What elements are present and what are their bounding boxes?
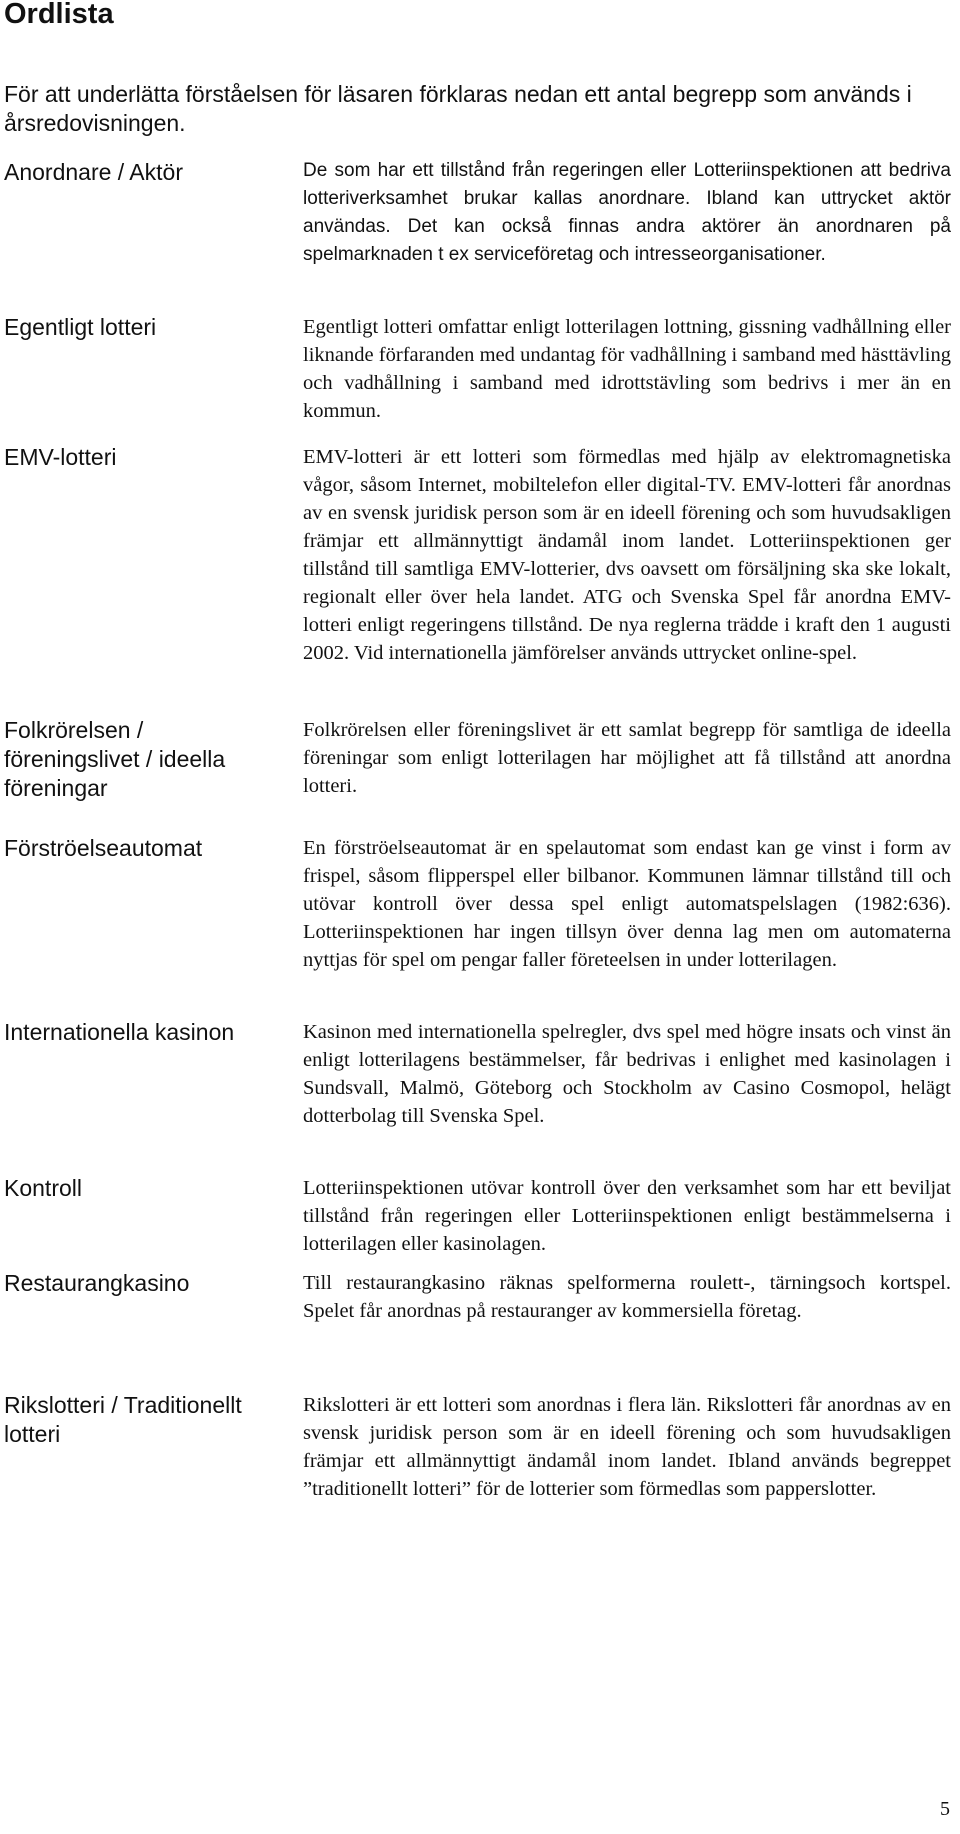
- page-title: Ordlista: [4, 0, 114, 30]
- intro-text: För att underlätta förståelsen för läsaren förklaras nedan ett antal begrepp som används i årsredovisningen.: [4, 81, 912, 136]
- page-number: 5: [940, 1798, 950, 1820]
- definition-kontroll: Lotteriinspektionen utövar kontroll över den verksamhet som har ett beviljat tillstånd från regeringen eller Lotteriinspektionen enligt bestämmelserna i lotterilagen eller kasinolagen.: [303, 1177, 951, 1255]
- definition-rikslotteri: Rikslotteri är ett lotteri som anordnas i flera län. Rikslotteri får anordnas av en svensk juridisk person som är en ideell förening och som huvudsakligen främjar ett allmännyttigt ändamål inom landet. Ibland används begreppet ”traditionellt lotteri” för de lotterier som förmedlas som papperslotter.: [303, 1394, 951, 1500]
- term-restaurangkasino: Restaurangkasino: [4, 1270, 190, 1296]
- term-internationella-kasinon: Internationella kasinon: [4, 1019, 235, 1045]
- definition-anordnare: De som har ett tillstånd från regeringen eller Lotteriinspektionen att bedriva lotteriverksamhet brukar kallas anordnare. Ibland kan uttrycket aktör användas. Det kan också finnas andra aktörer än anordnaren på spelmarknaden t ex serviceföretag och intresseorganisationer.: [303, 160, 951, 265]
- definition-forstroelseautomat: En förströelseautomat är en spelautomat som endast kan ge vinst i form av frispel, såsom flipperspel eller bilbanor. Kommunen lämnar tillstånd till och utövar kontroll över dessa spel enligt automatspelslagen (1982:636). Lotteriinspektionen har ingen tillsyn över denna lag men om automaterna nyttjas för spel om pengar faller företeelsen in under lotterilagen.: [303, 837, 951, 971]
- term-egentligt-lotteri: Egentligt lotteri: [4, 314, 157, 340]
- term-folkrorelsen: Folkrörelsen / föreningslivet / ideella föreningar: [4, 717, 226, 801]
- definition-internationella-kasinon: Kasinon med internationella spelregler, dvs spel med högre insats och vinst än enligt lotterilagens bestämmelser, får bedrivas i enlighet med kasinolagen i Sundsvall, Malmö, Göteborg och Stockholm av Casino Cosmopol, helägt dotterbolag till Svenska Spel.: [303, 1021, 951, 1127]
- term-forstroelseautomat: Förströelseautomat: [4, 835, 203, 861]
- definition-egentligt-lotteri: Egentligt lotteri omfattar enligt lotterilagen lottning, gissning vadhållning eller liknande förfaranden med undantag för vadhållning i samband med hästtävling och vadhållning i samband med idrottstävling som bedrivs i mer än en kommun.: [303, 316, 951, 422]
- term-emv-lotteri: EMV-lotteri: [4, 444, 117, 470]
- term-kontroll: Kontroll: [4, 1175, 82, 1201]
- term-rikslotteri: Rikslotteri / Traditionellt lotteri: [4, 1392, 242, 1447]
- term-anordnare: Anordnare / Aktör: [4, 159, 183, 185]
- definition-emv-lotteri: EMV-lotteri är ett lotteri som förmedlas med hjälp av elektromagnetiska vågor, såsom Internet, mobiltelefon eller digital-TV. EMV-lotteri får anordnas av en svensk juridisk person som är en ideell förening och som huvudsakligen främjar ett allmännyttigt ändamål inom landet. Lotteriinspektionen ger tillstånd till samtliga EMV-lotterier, dvs oavsett om försäljning ska ske lokalt, regionalt eller över hela landet. ATG och Svenska Spel får anordna EMV-lotteri enligt regeringens tillstånd. De nya reglerna trädde i kraft den 1 augusti 2002. Vid internationella jämförelser används uttrycket online-spel.: [303, 446, 951, 664]
- definition-restaurangkasino: Till restaurangkasino räknas spelformerna roulett-, tärningsoch kortspel. Spelet får anordnas på restauranger av kommersiella företag.: [303, 1272, 951, 1322]
- definition-folkrorelsen: Folkrörelsen eller föreningslivet är ett samlat begrepp för samtliga de ideella föreningar som enligt lotterilagen har möjlighet att få tillstånd att anordna lotteri.: [303, 719, 951, 797]
